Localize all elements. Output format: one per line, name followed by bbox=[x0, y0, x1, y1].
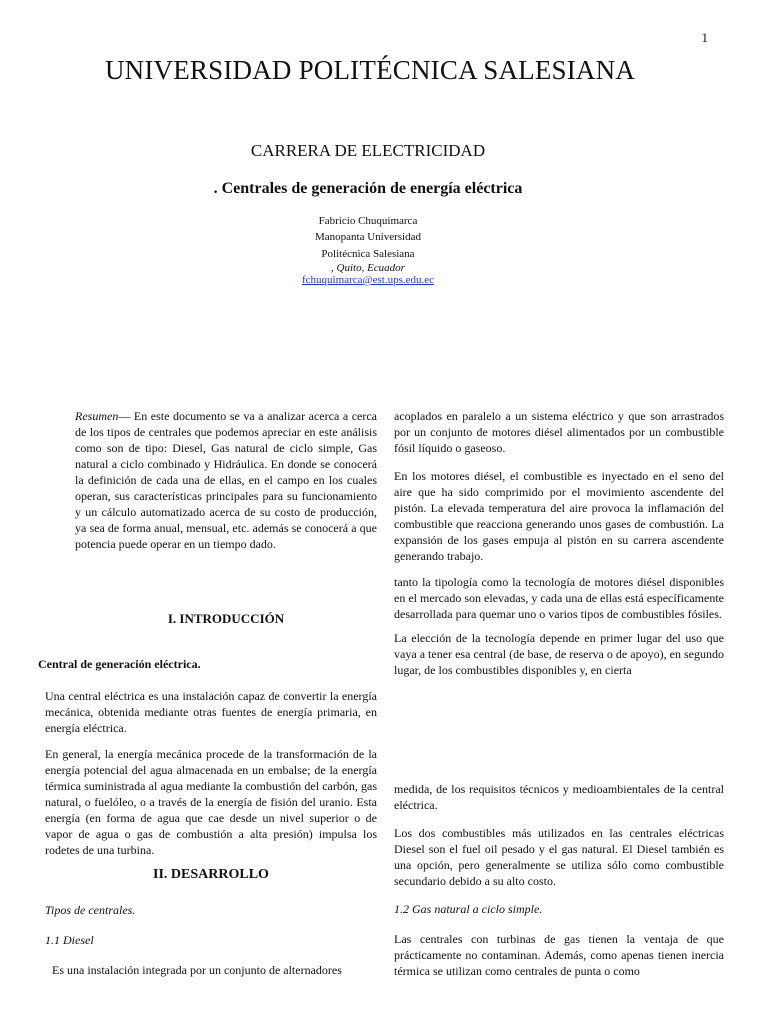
types-label: Tipos de centrales. bbox=[45, 903, 136, 917]
right-paragraph-1: acoplados en paralelo a un sistema eléctrico y que son arrastrados por un conjunto de motores diésel alimentados por un combustible fósil líquido o gaseoso. bbox=[394, 409, 724, 455]
diesel-label: 1.1 Diesel bbox=[45, 933, 94, 947]
university-name bbox=[0, 54, 740, 86]
author-location: , Quito, Ecuador bbox=[331, 262, 405, 274]
section-heading-introduccion: I. INTRODUCCIÓN bbox=[167, 611, 285, 626]
subheading-central: Central de generación eléctrica. bbox=[38, 657, 201, 671]
intro-paragraph-1: Una central eléctrica es una instalación capaz de convertir la energía mecánica, obtenida mediante otras fuentes de energía primaria, en energía eléctrica. bbox=[45, 689, 377, 735]
section-heading-desarrollo: II. DESARROLLO bbox=[153, 867, 269, 882]
author-line-3: Politécnica Salesiana bbox=[321, 248, 415, 260]
right-paragraph-2: En los motores diésel, el combustible es inyectado en el seno del aire que ha sido comprimido por el movimiento ascendente del pistón. La elevada temperatura del aire provoca la inflamación del combustible que reacciona generando unos gases de combustión. La expansión de los gases empuja al pistón en su carrera ascendente generando trabajo. bbox=[394, 469, 724, 563]
gas-label: 1.2 Gas natural a ciclo simple. bbox=[394, 902, 543, 916]
university-name-text: UNIVERSIDAD POLITÉCNICA SALESIANA bbox=[104, 55, 636, 85]
author-email-link[interactable]: fchuquimarca@est.ups.edu.ec bbox=[302, 274, 434, 286]
right-paragraph-4: La elección de la tecnología depende en primer lugar del uso que vaya a tener esa central (de base, de reserva o de apoyo), en segundo lugar, de los combustibles disponibles y, en cierta bbox=[394, 631, 724, 677]
author-line-1: Fabricio Chuquimarca bbox=[318, 215, 418, 227]
right-paragraph-3: tanto la tipología como la tecnología de motores diésel disponibles en el mercado son elevadas, y cada una de ellas está específicamente desarrollada para quemar uno o varios tipos de combustibles fósiles. bbox=[394, 575, 724, 621]
right-paragraph-5: medida, de los requisitos técnicos y medioambientales de la central eléctrica. bbox=[394, 782, 724, 812]
diesel-paragraph-start: Es una instalación integrada por un conjunto de alternadores bbox=[52, 963, 342, 977]
paper-title: . Centrales de generación de energía eléctrica bbox=[213, 180, 523, 197]
abstract-label: Resumen bbox=[75, 409, 119, 423]
abstract bbox=[75, 408, 377, 552]
page-number: 1 bbox=[701, 30, 708, 45]
abstract-text: — En este documento se va a analizar acerca a cerca de los tipos de centrales que podemos apreciar en este análisis como son de tipo: Diesel, Gas natural de ciclo simple, Gas natural a ciclo combinado y Hidráulica. En donde se conocerá la definición de cada una de ellas, en el campo en los cuales operan, sus características principales para su funcionamiento y un cálculo automatizado acerca de su costo de producción, ya sea de forma anual, mensual, etc. además se conocerá a que potencia puede operar en un tiempo dado. bbox=[75, 409, 377, 551]
right-paragraph-7: Las centrales con turbinas de gas tienen la ventaja de que prácticamente no contaminan. Además, como apenas tienen inercia térmica se utilizan como centrales de punta o como bbox=[394, 932, 724, 978]
intro-paragraph-2: En general, la energía mecánica procede de la transformación de la energía potencial del agua almacenada en un embalse; de la energía térmica suministrada al agua mediante la combustión del carbón, gas natural, o fuelóleo, o a través de la energía de fisión del uranio. Esta energía (en forma de agua que cae desde un nivel superior o de vapor de agua o gas de combustión a alta presión) impulsa los rodetes de una turbina. bbox=[45, 747, 377, 857]
career-name: CARRERA DE ELECTRICIDAD bbox=[250, 141, 486, 160]
author-line-2: Manopanta Universidad bbox=[315, 231, 421, 243]
right-paragraph-6: Los dos combustibles más utilizados en las centrales eléctricas Diesel son el fuel oil pesado y el gas natural. El Diesel también es una opción, pero generalmente se utiliza sólo como combustible secundario debido a su alto costo. bbox=[394, 826, 724, 888]
